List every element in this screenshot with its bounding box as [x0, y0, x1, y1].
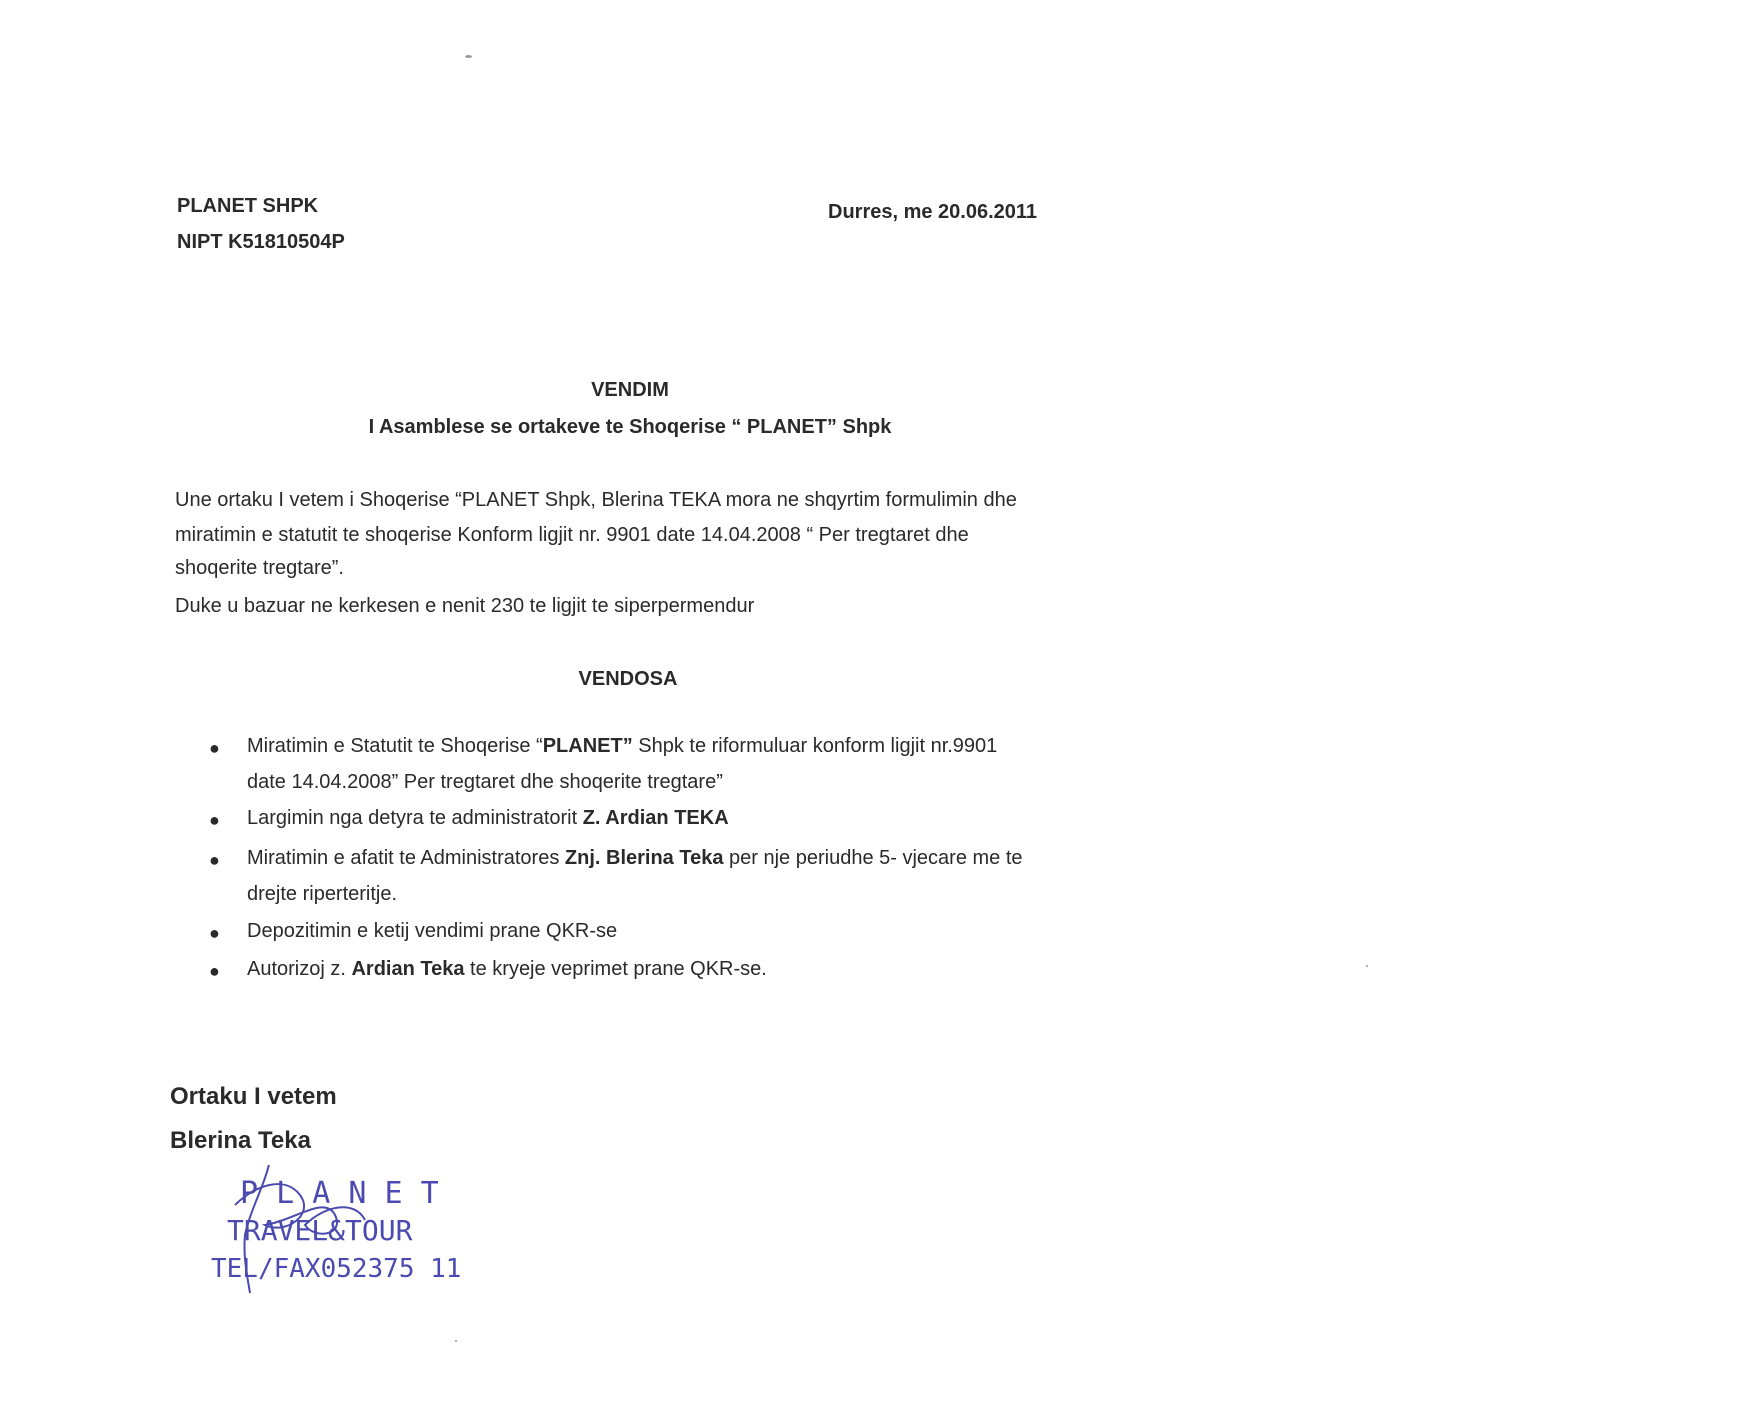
- signature-name: Blerina Teka: [170, 1127, 311, 1154]
- bullet-text: Shpk te riformuluar konform ligjit nr.9901: [632, 735, 998, 757]
- bullet-text: per nje periudhe 5- vjecare me te: [723, 847, 1023, 869]
- company-name: PLANET SHPK: [177, 195, 319, 217]
- bullet-bold-text: Znj. Blerina Teka: [564, 847, 724, 869]
- bullet-text: te kryeje veprimet prane QKR-se.: [464, 958, 767, 980]
- bullet-continuation: date 14.04.2008” Per tregtaret dhe shoqerite tregtare”: [247, 771, 723, 793]
- intro-line: shoqerite tregtare”.: [175, 557, 344, 579]
- bullet-text: Largimin nga detyra te administratorit: [247, 807, 583, 829]
- bullet-text: Miratimin e Statutit te Shoqerise “: [247, 735, 543, 757]
- company-stamp: [205, 1165, 465, 1305]
- stamp-line-1: P L A N E T: [240, 1176, 439, 1211]
- scan-speck: [465, 55, 472, 58]
- document-title: VENDIM: [591, 379, 669, 401]
- bullet-icon: ●: [209, 850, 220, 870]
- bullet-item: [247, 958, 767, 981]
- scan-speck: [1366, 965, 1368, 967]
- bullet-icon: ●: [209, 738, 220, 758]
- intro-line: Duke u bazuar ne kerkesen e nenit 230 te ligjit te siperpermendur: [175, 595, 755, 617]
- bullet-item: [247, 847, 1023, 870]
- bullet-text: Miratimin e afatit te Administratores: [247, 847, 565, 869]
- bullet-item: [247, 735, 997, 758]
- bullet-continuation: drejte riperteritje.: [247, 883, 398, 905]
- bullet-bold-text: Z. Ardian TEKA: [582, 807, 729, 829]
- bullet-text: Depozitimin e ketij vendimi prane QKR-se: [247, 920, 618, 942]
- bullet-icon: ●: [209, 961, 220, 981]
- bullet-bold-text: Ardian Teka: [351, 958, 465, 980]
- company-nipt: NIPT K51810504P: [177, 231, 345, 253]
- bullet-item: [247, 807, 729, 830]
- stamp-line-3: TEL/FAX052375 11: [211, 1254, 462, 1284]
- bullet-text: Autorizoj z.: [247, 958, 352, 980]
- signature-role: Ortaku I vetem: [170, 1083, 337, 1110]
- intro-line: Une ortaku I vetem i Shoqerise “PLANET Shpk, Blerina TEKA mora ne shqyrtim formulimin dhe: [175, 489, 1017, 511]
- place-date: Durres, me 20.06.2011: [828, 201, 1038, 223]
- bullet-icon: ●: [209, 923, 220, 943]
- stamp-line-2: TRAVEL&TOUR: [227, 1214, 413, 1247]
- bullet-icon: ●: [209, 810, 220, 830]
- document-subtitle: I Asamblese se ortakeve te Shoqerise “ PLANET” Shpk: [368, 416, 892, 438]
- decision-title: VENDOSA: [578, 668, 678, 690]
- scan-speck: [455, 1340, 457, 1342]
- bullet-bold-text: PLANET”: [542, 735, 633, 757]
- bullet-item: [247, 920, 617, 943]
- intro-line: miratimin e statutit te shoqerise Konform ligjit nr. 9901 date 14.04.2008 “ Per tregtaret dhe: [175, 524, 969, 546]
